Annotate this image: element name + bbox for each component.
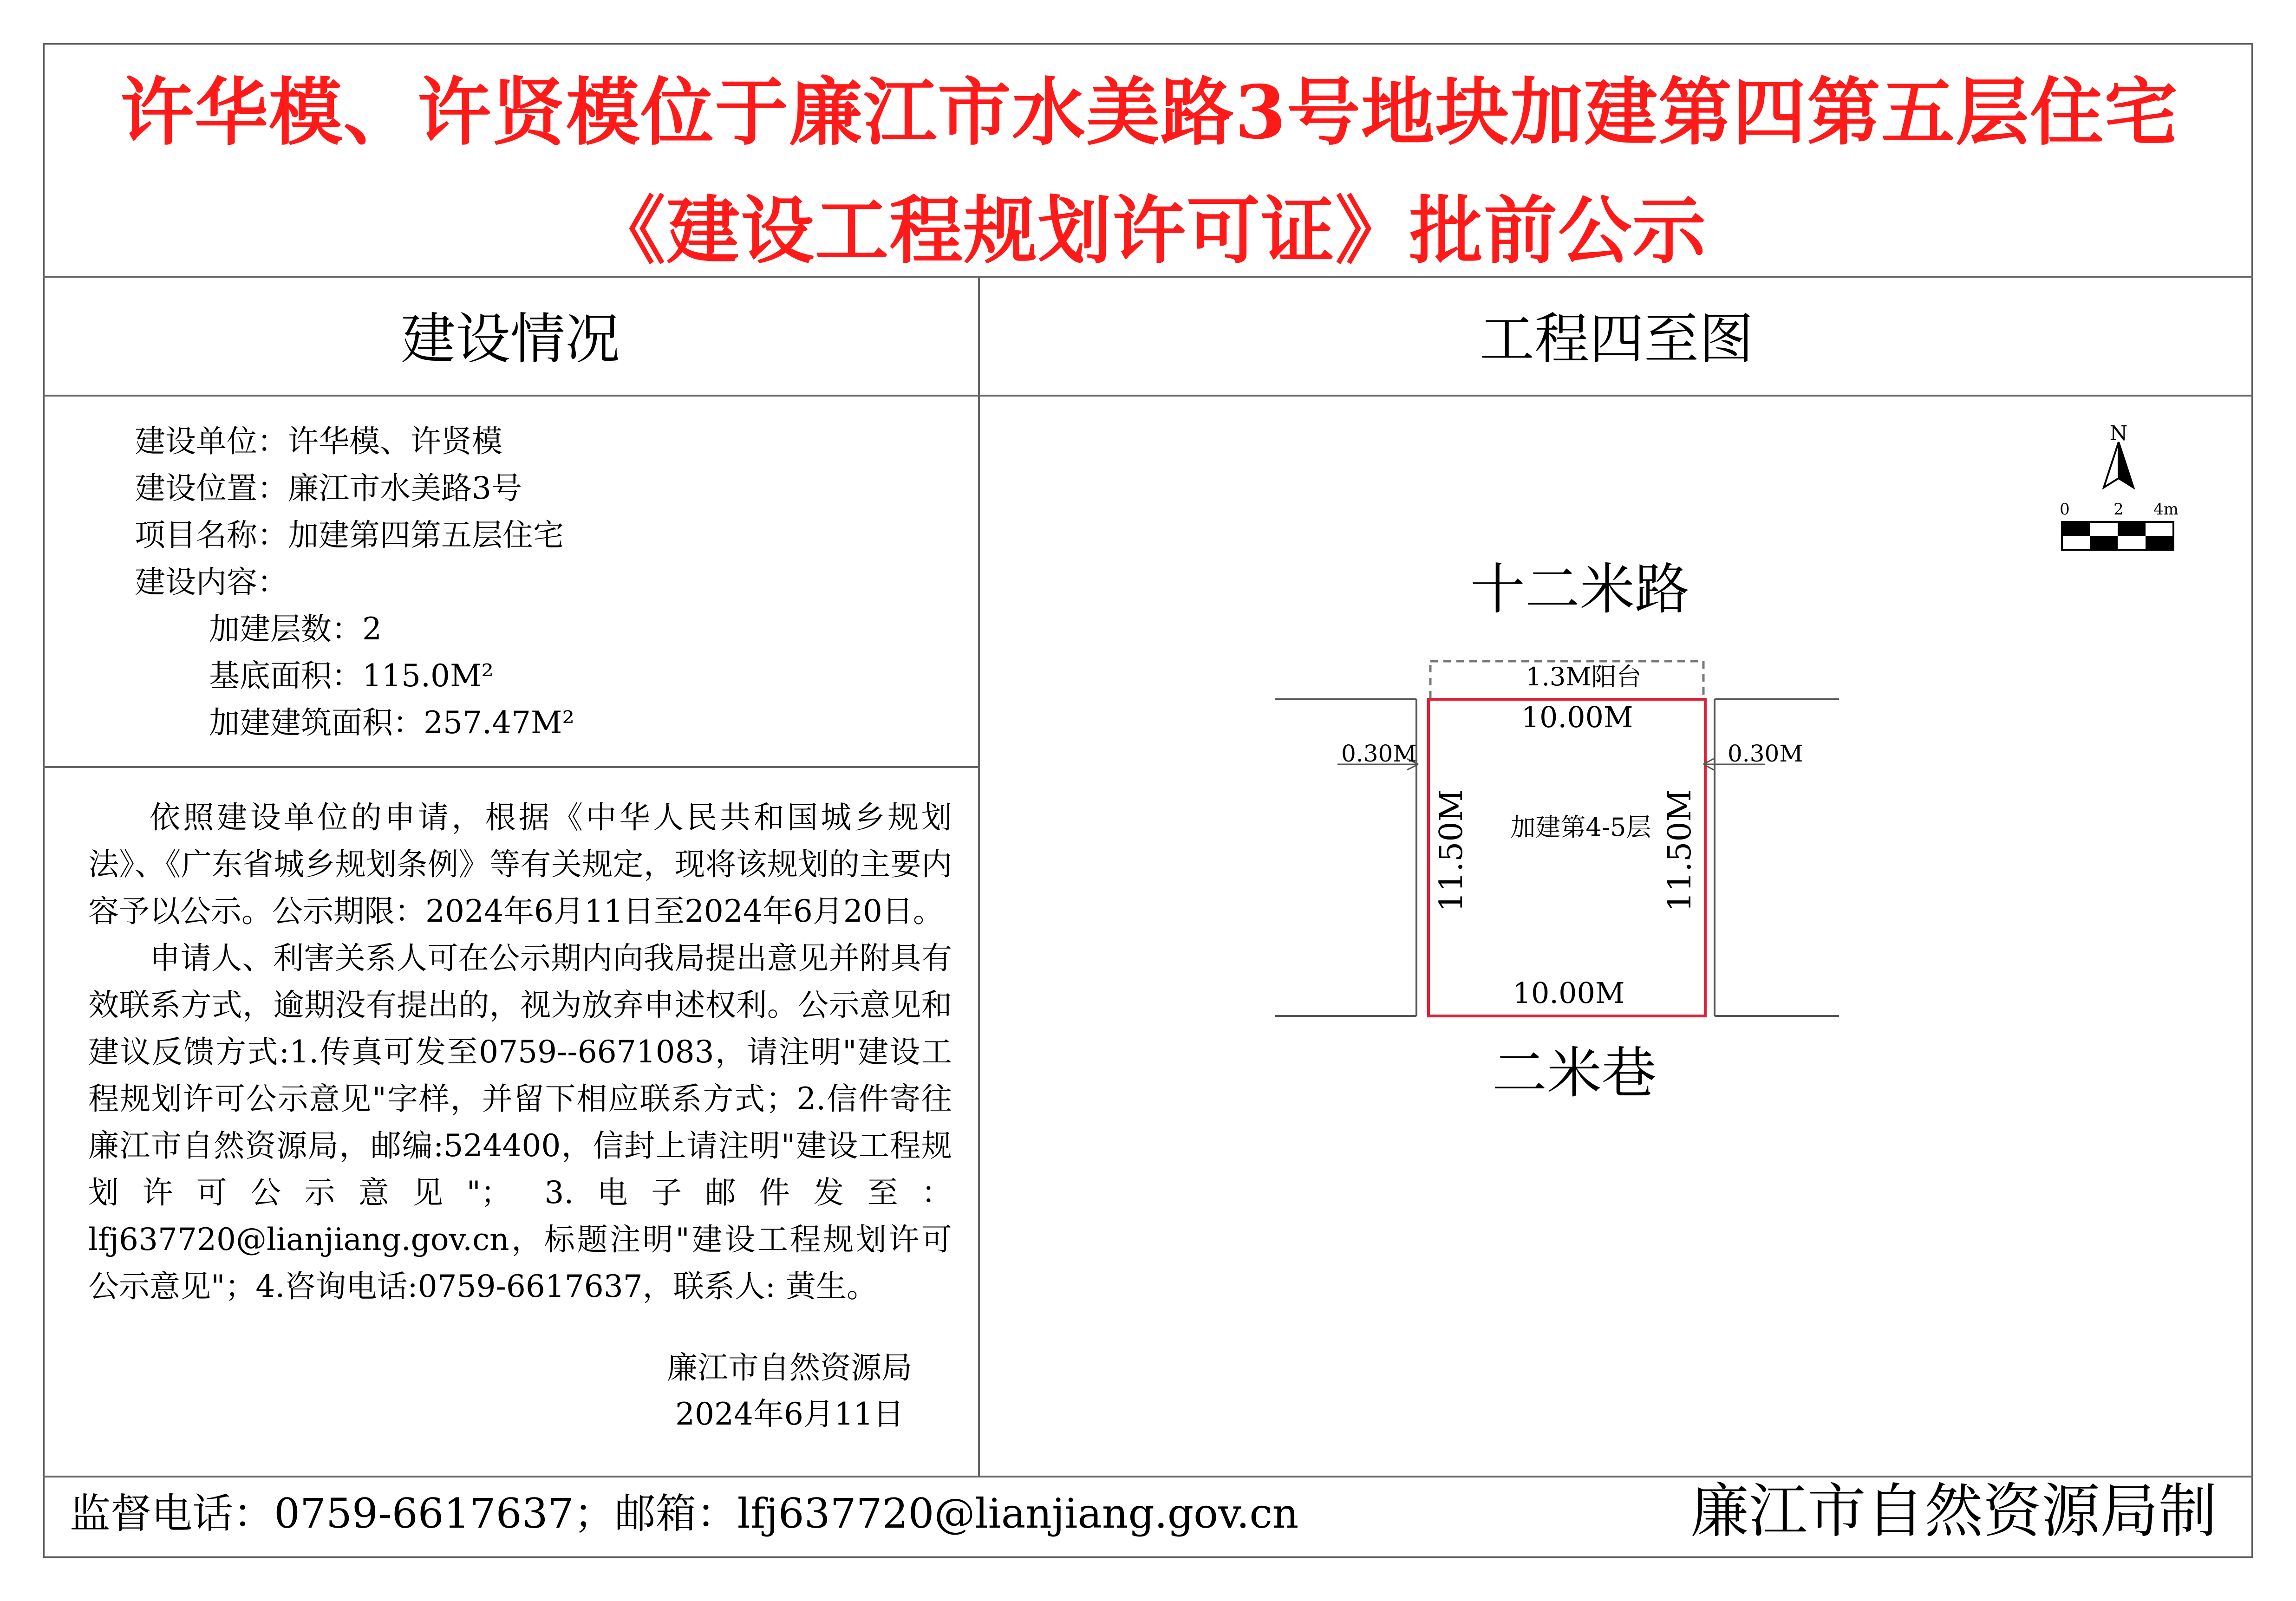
info-location: 建设位置：廉江市水美路3号 bbox=[135, 470, 522, 506]
right-depth-label: 11.50M bbox=[1662, 789, 1698, 912]
top-width-label: 10.00M bbox=[1521, 700, 1633, 734]
info-content-label: 建设内容： bbox=[135, 564, 288, 600]
left-section-header: 建设情况 bbox=[400, 307, 620, 371]
balcony-label: 1.3M阳台 bbox=[1526, 662, 1642, 691]
north-arrow-icon bbox=[2104, 422, 2133, 488]
signature-org: 廉江市自然资源局 bbox=[667, 1350, 912, 1386]
building-label: 加建第4-5层 bbox=[1510, 813, 1651, 842]
info-unit: 建设单位：许华模、许贤模 bbox=[135, 423, 502, 459]
left-setback-label: 0.30M bbox=[1341, 740, 1417, 767]
info-total-area: 加建建筑面积：257.47M² bbox=[209, 705, 574, 741]
north-road-label: 十二米路 bbox=[1470, 557, 1690, 621]
scale-label-4m: 4m bbox=[2153, 500, 2179, 519]
page-title: 许华模、许贤模位于廉江市水美路3号地块加建第四第五层住宅《建设工程规划许可证》批前公示 bbox=[120, 70, 2179, 274]
signature-date: 2024年6月11日 bbox=[675, 1396, 904, 1432]
left-depth-label: 11.50M bbox=[1433, 789, 1470, 912]
footer-maker: 廉江市自然资源局制 bbox=[1690, 1477, 2217, 1545]
info-project: 项目名称：加建第四第五层住宅 bbox=[135, 517, 564, 553]
north-label: N bbox=[2109, 422, 2128, 445]
bottom-width-label: 10.00M bbox=[1513, 976, 1625, 1010]
footer-contact: 监督电话：0759-6617637；邮箱：lfj637720@lianjiang.gov.cn bbox=[70, 1490, 1299, 1537]
notice-paragraph-2: 申请人、利害关系人可在公示期内向我局提出意见并附具有效联系方式，逾期没有提出的，视为放弃申述权利。公示意见和建议反馈方式:1.传真可发至0759--6671083，请注明"建设工程规划许可公示意见"字样，并留下相应联系方式；2.信件寄往廉江市自然资源局，邮编:524400，信封上请注明"建设工程规划许可公示意见"； 3.电子邮件发至：lfj637720@lianjiang.gov.cn，标题注明"建设工程规划许可公示意见"；4.咨询电话:0759-6617637，联系人: 黄生。 bbox=[88, 940, 952, 1304]
south-road-label: 二米巷 bbox=[1492, 1041, 1657, 1105]
scale-bar bbox=[2060, 500, 2179, 550]
notice-paragraph-1: 依照建设单位的申请，根据《中华人民共和国城乡规划法》、《广东省城乡规划条例》等有关规定，现将该规划的主要内容予以公示。公示期限：2024年6月11日至2024年6月20日。 bbox=[88, 800, 952, 929]
right-section-header: 工程四至图 bbox=[1479, 307, 1754, 371]
info-base-area: 基底面积：115.0M² bbox=[209, 658, 494, 694]
scale-label-0: 0 bbox=[2060, 500, 2070, 519]
right-setback-label: 0.30M bbox=[1728, 740, 1803, 767]
info-floors: 加建层数：2 bbox=[209, 611, 382, 647]
scale-label-2: 2 bbox=[2113, 500, 2124, 519]
